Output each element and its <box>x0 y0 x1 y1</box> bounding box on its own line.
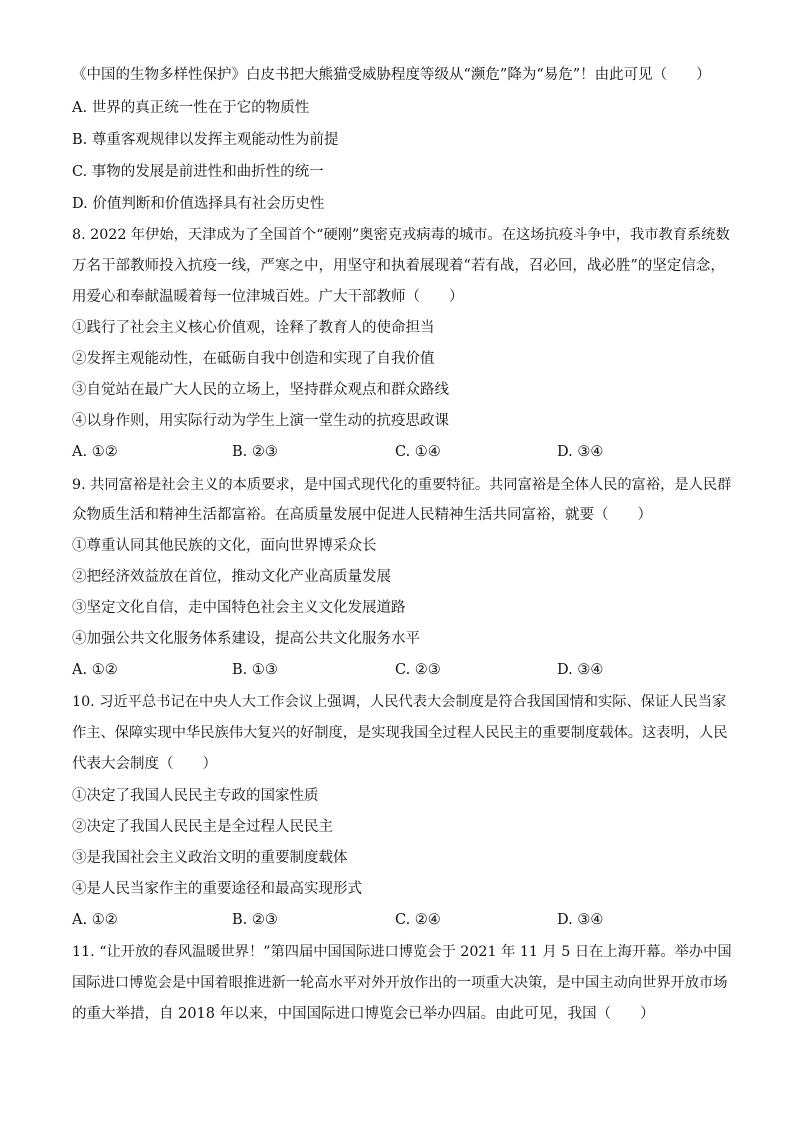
q9-statement-4: ④加强公共文化服务体系建设，提高公共文化服务水平 <box>72 631 420 647</box>
q11-stem-line-1: 11. “让开放的春风温暖世界！”第四届中国国际进口博览会于 2021 年 11 月 5 日在上海开幕。举办中国 <box>72 944 732 960</box>
q8-statement-1: ①践行了社会主义核心价值观，诠释了教育人的使命担当 <box>72 320 435 336</box>
q8-stem-line-3: 用爱心和奉献温暖着每一位津城百姓。广大干部教师（ ） <box>72 289 464 305</box>
q7-stem: 《中国的生物多样性保护》白皮书把大熊猫受威胁程度等级从“濒危”降为“易危”！由此可见（ ） <box>72 67 711 83</box>
q8-choice-c: C. ①④ <box>395 444 441 460</box>
q8-choice-a: A. ①② <box>72 444 118 460</box>
q10-statement-1: ①决定了我国人民民主专政的国家性质 <box>72 788 319 804</box>
q9-stem-line-1: 9. 共同富裕是社会主义的本质要求，是中国式现代化的重要特征。共同富裕是全体人民的富裕，是人民群 <box>72 477 732 493</box>
q8-stem-line-1: 8. 2022 年伊始，天津成为了全国首个“硬刚”奥密克戎病毒的城市。在这场抗疫斗争中，我市教育系统数 <box>72 227 730 243</box>
q9-choice-a: A. ①② <box>72 662 118 678</box>
q9-statement-1: ①尊重认同其他民族的文化，面向世界博采众长 <box>72 538 377 554</box>
q9-choice-b: B. ①③ <box>232 662 278 678</box>
q8-stem-line-2: 万名干部教师投入抗疫一线，严寒之中，用坚守和执着展现着“若有战，召必回，战必胜”的坚定信念， <box>72 258 725 274</box>
q11-stem-line-3: 的重大举措，自 2018 年以来，中国国际进口博览会已举办四届。由此可见，我国（ ） <box>72 1006 655 1022</box>
q10-choice-b: B. ②③ <box>232 912 278 928</box>
q9-stem-line-2: 众物质生活和精神生活都富裕。在高质量发展中促进人民精神生活共同富裕，就要（ ） <box>72 507 652 523</box>
q7-option-b: B. 尊重客观规律以发挥主观能动性为前提 <box>72 132 339 148</box>
q9-statement-3: ③坚定文化自信，走中国特色社会主义文化发展道路 <box>72 600 406 616</box>
q10-statement-3: ③是我国社会主义政治文明的重要制度载体 <box>72 850 348 866</box>
q10-statement-4: ④是人民当家作主的重要途径和最高实现形式 <box>72 881 362 897</box>
q9-statement-2: ②把经济效益放在首位，推动文化产业高质量发展 <box>72 569 391 585</box>
q10-choice-c: C. ②④ <box>395 912 441 928</box>
q10-choice-d: D. ③④ <box>557 912 604 928</box>
q8-statement-3: ③自觉站在最广大人民的立场上，坚持群众观点和群众路线 <box>72 382 449 398</box>
q9-choice-d: D. ③④ <box>557 662 604 678</box>
q8-statement-4: ④以身作则，用实际行动为学生上演一堂生动的抗疫思政课 <box>72 413 449 429</box>
q10-stem-line-1: 10. 习近平总书记在中央人大工作会议上强调，人民代表大会制度是符合我国国情和实际、保证人民当家 <box>72 694 727 710</box>
q7-option-a: A. 世界的真正统一性在于它的物质性 <box>72 100 310 116</box>
q10-choice-a: A. ①② <box>72 912 118 928</box>
q7-option-c: C. 事物的发展是前进性和曲折性的统一 <box>72 164 324 180</box>
q8-statement-2: ②发挥主观能动性，在砥砺自我中创造和实现了自我价值 <box>72 351 435 367</box>
q8-choice-d: D. ③④ <box>557 444 604 460</box>
q11-stem-line-2: 国际进口博览会是中国着眼推进新一轮高水平对外开放作出的一项重大决策，是中国主动向世界开放市场 <box>72 975 728 991</box>
q8-choice-b: B. ②③ <box>232 444 278 460</box>
q9-choice-c: C. ②③ <box>395 662 441 678</box>
q10-stem-line-2: 作主、保障实现中华民族伟大复兴的好制度，是实现我国全过程人民民主的重要制度载体。这表明，人民 <box>72 725 728 741</box>
q10-stem-line-3: 代表大会制度（ ） <box>72 756 217 772</box>
q7-option-d: D. 价值判断和价值选择具有社会历史性 <box>72 196 325 212</box>
q10-statement-2: ②决定了我国人民民主是全过程人民民主 <box>72 819 333 835</box>
